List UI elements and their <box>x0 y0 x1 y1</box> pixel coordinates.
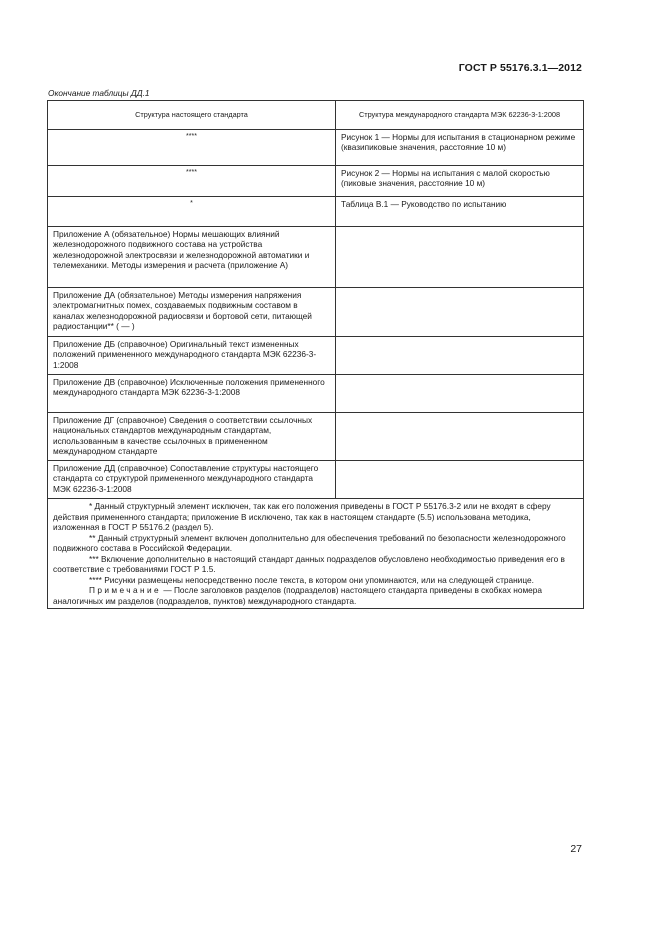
table-cell-right <box>336 227 584 288</box>
table-cell-left: Приложение ДД (справочное) Сопоставление структуры настоящего стандарта со структурой примененного международного стандарта МЭК 62236-3-1:2008 <box>48 461 336 499</box>
table-row <box>48 337 584 375</box>
table-row <box>48 375 584 413</box>
note-text: — После заголовков разделов (подразделов) настоящего стандарта приведены в скобках номера аналогичных им разделов (подразделов, пунктов) международного стандарта. <box>53 585 543 606</box>
table-caption: Окончание таблицы ДД.1 <box>48 88 150 98</box>
footnote-3: *** Включение дополнительно в настоящий стандарт данных подразделов обусловлено необходимостью приведения его в соответствие с требованиями ГОСТ Р 1.5. <box>53 553 565 574</box>
table-cell-left: **** <box>48 166 336 197</box>
table-header-row <box>48 101 584 130</box>
table-row <box>48 288 584 337</box>
document-number: ГОСТ Р 55176.3.1—2012 <box>458 62 582 74</box>
table-footnotes <box>48 499 584 609</box>
structure-comparison-table <box>47 100 584 609</box>
note-label: Примечание <box>89 585 162 595</box>
table-row <box>48 166 584 197</box>
footnote-4: **** Рисунки размещены непосредственно после текста, в котором они упоминаются, или на следующей странице. <box>89 574 534 585</box>
table-cell-right <box>336 461 584 499</box>
table-cell-left: Приложение ДБ (справочное) Оригинальный текст измененных положений примененного международного стандарта МЭК 62236-3-1:2008 <box>48 337 336 375</box>
page-number: 27 <box>570 843 582 855</box>
table-row <box>48 227 584 288</box>
footnote-1: * Данный структурный элемент исключен, так как его положения приведены в ГОСТ Р 55176.3-2 или не входят в сферу действия примененного стандарта; приложение В исключено, так как в настоящем стандарте (5.5) использована методика, изложенная в ГОСТ Р 55176.2 (раздел 5). <box>53 501 551 532</box>
footnote-2: ** Данный структурный элемент включен дополнительно для обеспечения требований по безопасности железнодорожного подвижного состава в Российской Федерации. <box>53 532 566 553</box>
table-row <box>48 197 584 227</box>
table-cell-right <box>336 337 584 375</box>
table-cell-left: * <box>48 197 336 227</box>
column-header-international: Структура международного стандарта МЭК 62236-3-1:2008 <box>336 101 584 130</box>
table-cell-right <box>336 413 584 461</box>
table-notes-row <box>48 499 584 609</box>
table-cell-left: Приложение ДВ (справочное) Исключенные положения примененного международного стандарта МЭК 62236-3-1:2008 <box>48 375 336 413</box>
table-cell-right <box>336 375 584 413</box>
table-row <box>48 130 584 166</box>
table-cell-left: Приложение ДГ (справочное) Сведения о соответствии ссылочных национальных стандартов международным стандартам, использованным в качестве ссылочных в примененном международном стандарте <box>48 413 336 461</box>
table-row <box>48 413 584 461</box>
table-cell-right: Таблица В.1 — Руководство по испытанию <box>336 197 584 227</box>
table-cell-right <box>336 288 584 337</box>
table-cell-left: Приложение А (обязательное) Нормы мешающих влияний железнодорожного подвижного состава на устройства железнодорожной электросвязи и железнодорожной автоматики и телемеханики. Методы измерения и расчета (приложение А) <box>48 227 336 288</box>
table-cell-right: Рисунок 2 — Нормы на испытания с малой скоростью (пиковые значения, расстояние 10 м) <box>336 166 584 197</box>
table-cell-left: **** <box>48 130 336 166</box>
column-header-national: Структура настоящего стандарта <box>48 101 336 130</box>
table-cell-right: Рисунок 1 — Нормы для испытания в стационарном режиме (квазипиковые значения, расстояние 10 м) <box>336 130 584 166</box>
table-row <box>48 461 584 499</box>
table-note <box>53 585 578 606</box>
table-cell-left: Приложение ДА (обязательное) Методы измерения напряжения электромагнитных помех, создаваемых подвижным составом в каналах железнодорожной радиосвязи и бортовой сети, питающей радиостанции** ( — ) <box>48 288 336 337</box>
